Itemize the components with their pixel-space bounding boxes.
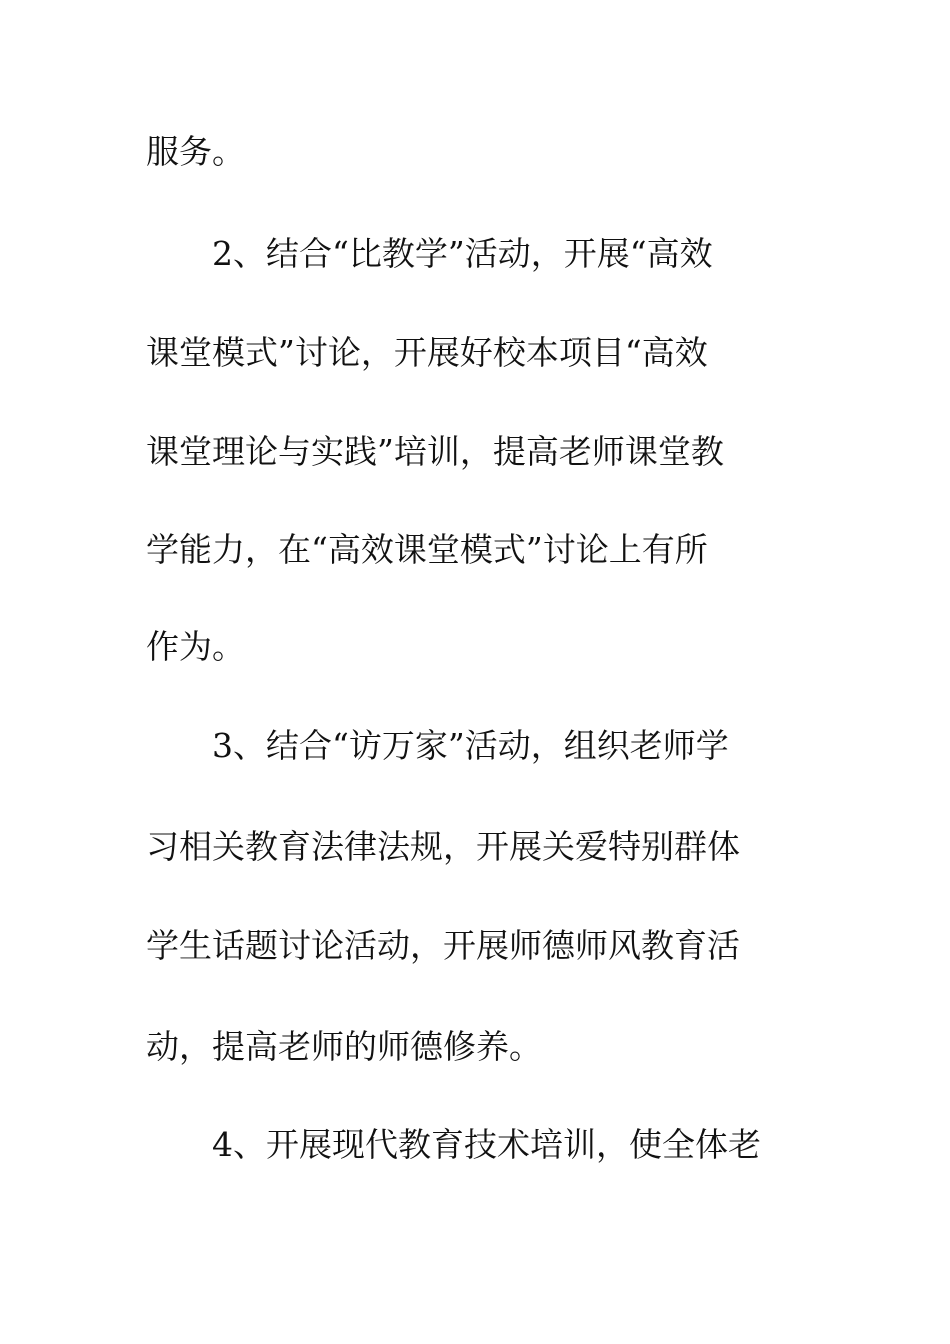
text-line-6: 作为。 [146, 627, 245, 666]
text-line-5: 学能力，在“高效课堂模式”讨论上有所 [146, 530, 708, 569]
text-line-10: 动，提高老师的师德修养。 [146, 1027, 542, 1066]
text-line-4: 课堂理论与实践”培训，提高老师课堂教 [146, 432, 724, 471]
text-line-11-paragraph-4-start: 4、开展现代教育技术培训，使全体老 [212, 1125, 761, 1164]
text-line-8: 习相关教育法律法规，开展关爱特别群体 [146, 827, 740, 866]
text-line-7-paragraph-3-start: 3、结合“访万家”活动，组织老师学 [212, 726, 729, 765]
text-line-1: 服务。 [146, 132, 245, 171]
text-line-9: 学生话题讨论活动，开展师德师风教育活 [146, 926, 740, 965]
text-line-3: 课堂模式”讨论，开展好校本项目“高效 [146, 333, 708, 372]
text-line-2-paragraph-2-start: 2、结合“比教学”活动，开展“高效 [212, 234, 713, 273]
